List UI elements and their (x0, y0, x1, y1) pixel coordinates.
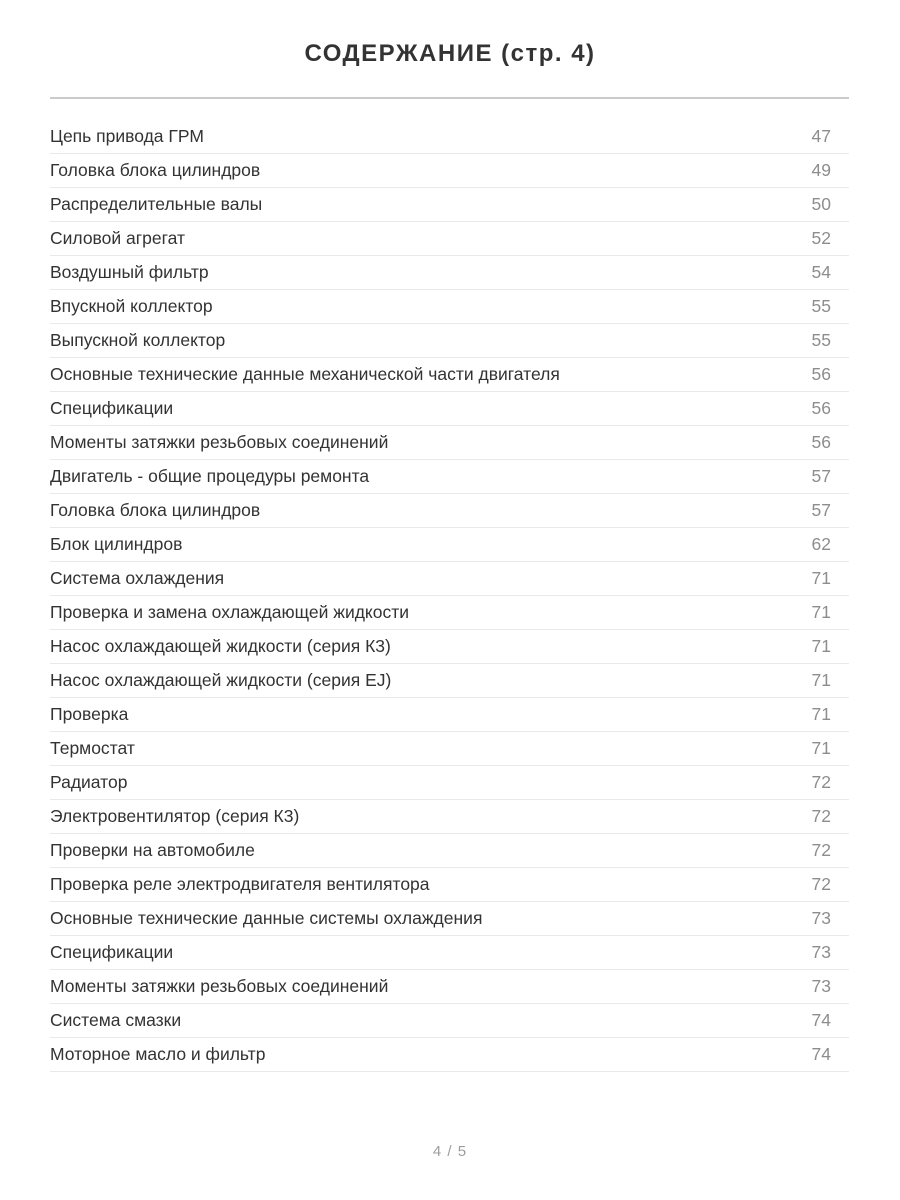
toc-entry-page-number: 71 (811, 738, 831, 758)
toc-row[interactable] (50, 256, 849, 290)
toc-row[interactable] (50, 562, 849, 596)
toc-entry-label: Моменты затяжки резьбовых соединений (50, 432, 389, 452)
toc-row[interactable] (50, 528, 849, 562)
toc-entry-page-number: 74 (811, 1044, 831, 1064)
toc-entry-label: Проверка и замена охлаждающей жидкости (50, 602, 410, 622)
page-indicator: 4 / 5 (432, 1143, 468, 1160)
toc-entry-label: Головка блока цилиндров (50, 500, 261, 520)
toc-row[interactable] (50, 698, 849, 732)
toc-row[interactable] (50, 324, 849, 358)
toc-row[interactable] (50, 970, 849, 1004)
toc-row[interactable] (50, 766, 849, 800)
toc-entry-page-number: 73 (811, 942, 831, 962)
toc-row[interactable] (50, 596, 849, 630)
toc-row[interactable] (50, 1004, 849, 1038)
toc-entry-label: Цепь привода ГРМ (50, 126, 204, 146)
toc-row[interactable] (50, 188, 849, 222)
toc-entry-label: Электровентилятор (серия К3) (50, 806, 300, 826)
toc-entry-page-number: 71 (811, 602, 831, 622)
toc-row[interactable] (50, 154, 849, 188)
toc-entry-label: Спецификации (50, 398, 174, 418)
toc-row[interactable] (50, 868, 849, 902)
toc-row[interactable] (50, 800, 849, 834)
toc-entry-label: Моменты затяжки резьбовых соединений (50, 976, 389, 996)
toc-entry-page-number: 72 (811, 772, 831, 792)
title-divider (50, 97, 849, 99)
toc-entry-label: Проверка (50, 704, 129, 724)
toc-row[interactable] (50, 290, 849, 324)
toc-entry-page-number: 49 (811, 160, 831, 180)
toc-row[interactable] (50, 732, 849, 766)
toc-entry-page-number: 54 (811, 262, 831, 282)
toc-entry-page-number: 73 (811, 908, 831, 928)
toc-row[interactable] (50, 358, 849, 392)
toc-entry-label: Насос охлаждающей жидкости (серия К3) (50, 636, 391, 656)
toc-row[interactable] (50, 936, 849, 970)
page-title: СОДЕРЖАНИЕ (стр. 4) (304, 40, 596, 67)
toc-entry-page-number: 47 (811, 126, 831, 146)
toc-entry-page-number: 71 (811, 704, 831, 724)
toc-row[interactable] (50, 120, 849, 154)
toc-row[interactable] (50, 426, 849, 460)
toc-entry-label: Проверки на автомобиле (50, 840, 255, 860)
toc-row[interactable] (50, 494, 849, 528)
toc-row[interactable] (50, 902, 849, 936)
toc-entry-label: Термостат (50, 738, 135, 758)
toc-entry-label: Воздушный фильтр (50, 262, 209, 282)
toc-entry-page-number: 56 (811, 432, 831, 452)
toc-row[interactable] (50, 630, 849, 664)
toc-entry-label: Блок цилиндров (50, 534, 183, 554)
toc-entry-label: Основные технические данные системы охлаждения (50, 908, 483, 928)
toc-row[interactable] (50, 1038, 849, 1072)
toc-entry-label: Основные технические данные механической части двигателя (50, 364, 560, 384)
toc-entry-page-number: 50 (811, 194, 831, 214)
toc-entry-label: Силовой агрегат (50, 228, 185, 248)
toc-row[interactable] (50, 460, 849, 494)
toc-entry-page-number: 56 (811, 398, 831, 418)
toc-row[interactable] (50, 222, 849, 256)
toc-row[interactable] (50, 392, 849, 426)
toc-entry-page-number: 71 (811, 636, 831, 656)
toc-list (50, 120, 849, 1072)
toc-entry-page-number: 62 (811, 534, 831, 554)
toc-entry-label: Проверка реле электродвигателя вентилятора (50, 874, 430, 894)
toc-entry-label: Система смазки (50, 1010, 182, 1030)
toc-entry-label: Насос охлаждающей жидкости (серия EJ) (50, 670, 392, 690)
toc-entry-page-number: 72 (811, 874, 831, 894)
toc-entry-label: Радиатор (50, 772, 128, 792)
toc-entry-page-number: 73 (811, 976, 831, 996)
toc-entry-page-number: 52 (811, 228, 831, 248)
toc-entry-label: Система охлаждения (50, 568, 225, 588)
toc-entry-label: Выпускной коллектор (50, 330, 226, 350)
toc-entry-page-number: 55 (811, 296, 831, 316)
toc-row[interactable] (50, 664, 849, 698)
toc-entry-page-number: 72 (811, 806, 831, 826)
toc-entry-page-number: 72 (811, 840, 831, 860)
toc-entry-page-number: 71 (811, 670, 831, 690)
toc-entry-label: Моторное масло и фильтр (50, 1044, 266, 1064)
toc-entry-label: Спецификации (50, 942, 174, 962)
toc-entry-page-number: 57 (811, 500, 831, 520)
toc-entry-page-number: 71 (811, 568, 831, 588)
toc-entry-page-number: 74 (811, 1010, 831, 1030)
toc-row[interactable] (50, 834, 849, 868)
toc-entry-label: Впускной коллектор (50, 296, 213, 316)
toc-entry-label: Головка блока цилиндров (50, 160, 261, 180)
toc-entry-page-number: 55 (811, 330, 831, 350)
toc-entry-label: Распределительные валы (50, 194, 263, 214)
toc-entry-page-number: 56 (811, 364, 831, 384)
toc-entry-label: Двигатель - общие процедуры ремонта (50, 466, 370, 486)
toc-entry-page-number: 57 (811, 466, 831, 486)
